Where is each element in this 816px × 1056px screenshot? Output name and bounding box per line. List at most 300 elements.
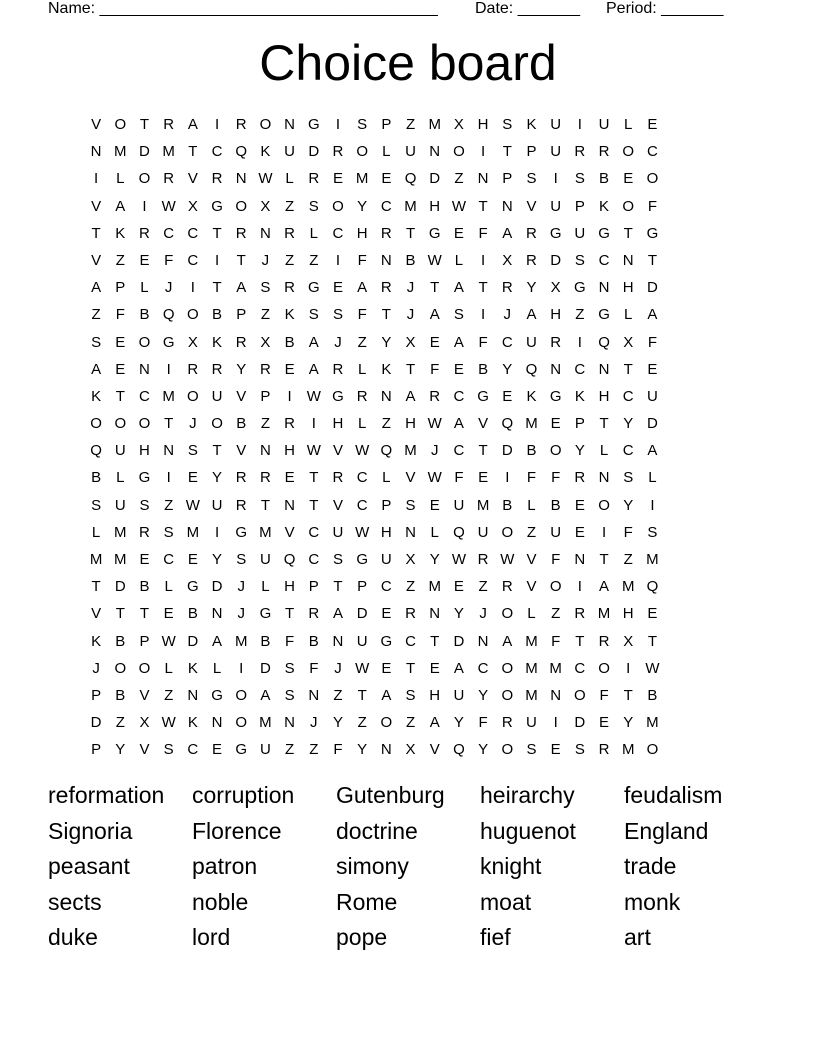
grid-letter: M [404, 197, 417, 215]
grid-letter: T [623, 224, 633, 242]
grid-letter: M [525, 659, 538, 677]
word-bank-item: Signoria [48, 817, 133, 844]
grid-letter: G [549, 387, 562, 405]
grid-letter: N [284, 714, 296, 732]
grid-letter: V [332, 496, 343, 514]
grid-letter: O [646, 741, 659, 759]
grid-letter: D [308, 143, 320, 161]
grid-letter: O [598, 659, 610, 677]
grid-letter: M [114, 551, 127, 568]
grid-letter: Y [357, 741, 368, 759]
grid-letter: T [212, 279, 222, 297]
grid-letter: R [332, 360, 344, 378]
grid-letter: S [284, 659, 295, 677]
period-field-label: Period: _______ [606, 0, 724, 17]
grid-letter: U [114, 496, 126, 514]
grid-letter: Z [260, 306, 270, 324]
grid-letter: G [380, 632, 393, 650]
grid-letter: E [429, 496, 440, 514]
grid-letter: C [163, 551, 175, 568]
grid-letter: E [502, 387, 513, 405]
grid-letter: O [211, 415, 223, 433]
grid-letter: M [355, 170, 369, 188]
grid-letter: G [549, 224, 562, 242]
grid-letter: J [310, 714, 318, 732]
grid-letter: L [527, 605, 536, 623]
grid-letter: T [430, 279, 440, 297]
grid-letter: B [405, 251, 416, 269]
grid-letter: Y [623, 496, 634, 514]
grid-letter: B [115, 686, 126, 704]
grid-letter: O [622, 143, 635, 161]
word-bank-item: Gutenburg [336, 782, 445, 808]
grid-row [84, 736, 740, 763]
grid-letter: E [429, 333, 440, 351]
grid-letter: S [308, 197, 319, 215]
grid-letter: T [623, 686, 633, 704]
grid-letter: F [647, 197, 657, 215]
grid-letter: Z [285, 197, 295, 215]
grid-letter: K [91, 632, 102, 650]
grid-letter: T [405, 659, 416, 677]
grid-letter: Z [575, 306, 585, 324]
grid-letter: E [284, 360, 295, 378]
grid-row [84, 437, 740, 464]
grid-letter: C [622, 442, 634, 460]
grid-letter: O [598, 496, 610, 514]
grid-letter: C [501, 333, 513, 351]
grid-letter: M [259, 714, 272, 732]
grid-letter: N [259, 442, 271, 460]
grid-letter: B [260, 632, 271, 650]
grid-letter: R [501, 714, 513, 732]
grid-letter: B [115, 632, 126, 650]
grid-letter: D [139, 143, 150, 161]
grid-letter: G [187, 578, 199, 596]
grid-letter: N [380, 741, 392, 759]
grid-letter: M [186, 523, 200, 541]
grid-letter: Q [404, 170, 417, 188]
grid-letter: B [647, 686, 658, 704]
grid-letter: S [260, 279, 271, 297]
grid-letter: O [138, 333, 151, 351]
grid-letter: T [478, 279, 488, 297]
grid-letter: Y [212, 551, 223, 568]
grid-letter: L [624, 116, 633, 133]
grid-letter: N [477, 170, 489, 188]
grid-letter: G [428, 224, 441, 242]
grid-letter: W [161, 197, 176, 215]
grid-letter: L [261, 578, 270, 596]
grid-letter: V [429, 741, 440, 759]
grid-letter: M [259, 523, 272, 541]
grid-letter: T [478, 197, 488, 215]
grid-letter: U [550, 523, 562, 541]
grid-letter: M [621, 741, 635, 759]
grid-letter: T [430, 632, 440, 650]
grid-letter: T [285, 605, 295, 623]
grid-letter: U [405, 143, 416, 161]
grid-letter: S [647, 523, 658, 541]
grid-letter: Z [405, 578, 416, 596]
grid-letter: A [526, 306, 537, 324]
grid-letter: K [284, 306, 295, 324]
grid-letter: C [405, 632, 416, 650]
grid-letter: C [380, 578, 392, 596]
grid-letter: D [501, 442, 513, 460]
grid-letter: A [91, 360, 102, 378]
grid-row [84, 138, 740, 165]
grid-letter: L [382, 143, 391, 161]
grid-letter: U [114, 442, 126, 460]
grid-letter: R [235, 116, 247, 133]
grid-letter: E [429, 659, 440, 677]
word-bank [48, 778, 778, 956]
grid-letter: U [598, 116, 610, 133]
grid-letter: W [185, 496, 200, 514]
word-bank-item: simony [336, 853, 409, 880]
grid-letter: N [90, 143, 102, 161]
grid-letter: I [577, 578, 582, 596]
grid-letter: V [187, 170, 198, 188]
grid-letter: T [575, 632, 585, 650]
grid-letter: T [309, 469, 319, 487]
grid-letter: M [549, 659, 562, 677]
grid-letter: D [356, 605, 368, 623]
grid-letter: J [406, 306, 415, 324]
grid-letter: R [308, 170, 320, 188]
grid-letter: E [453, 360, 464, 378]
grid-letter: C [574, 659, 586, 677]
grid-letter: V [91, 197, 102, 215]
grid-letter: I [166, 469, 171, 487]
grid-letter: T [623, 360, 633, 378]
grid-letter: A [647, 442, 658, 460]
grid-letter: D [550, 251, 562, 269]
grid-letter: Q [235, 143, 248, 161]
grid-letter: V [526, 578, 537, 596]
grid-letter: H [550, 306, 562, 324]
grid-letter: J [334, 659, 342, 677]
grid-letter: P [574, 415, 585, 433]
grid-letter: T [115, 605, 125, 623]
grid-letter: P [526, 143, 537, 161]
grid-letter: M [428, 578, 441, 596]
grid-letter: X [623, 632, 634, 650]
grid-letter: F [164, 251, 174, 269]
grid-letter: K [187, 659, 198, 677]
grid-letter: Q [453, 523, 465, 541]
grid-letter: A [453, 279, 464, 297]
grid-letter: S [405, 496, 416, 514]
grid-letter: Y [332, 714, 343, 732]
grid-letter: R [380, 279, 392, 297]
grid-letter: F [647, 333, 657, 351]
word-bank-item: doctrine [336, 817, 418, 844]
grid-letter: U [550, 116, 562, 133]
word-bank-item: patron [192, 853, 258, 880]
grid-letter: F [357, 306, 367, 324]
grid-letter: L [430, 523, 439, 541]
grid-letter: R [235, 469, 247, 487]
grid-letter: V [139, 686, 150, 704]
grid-letter: P [139, 632, 150, 650]
grid-letter: L [527, 496, 536, 514]
word-search-grid [84, 111, 740, 761]
grid-letter: J [189, 415, 197, 433]
grid-letter: O [501, 686, 514, 704]
grid-letter: L [140, 279, 149, 297]
grid-letter: V [405, 469, 416, 487]
grid-letter: I [190, 279, 195, 297]
grid-letter: N [622, 251, 634, 269]
grid-letter: S [236, 551, 247, 568]
grid-letter: R [598, 632, 610, 650]
grid-letter: E [139, 251, 150, 269]
grid-letter: O [622, 197, 635, 215]
grid-letter: R [284, 279, 296, 297]
grid-letter: Z [309, 741, 319, 759]
grid-letter: Z [164, 496, 174, 514]
grid-letter: X [550, 279, 561, 297]
grid-row [84, 655, 740, 682]
grid-letter: U [380, 551, 392, 568]
grid-letter: D [646, 279, 658, 297]
grid-letter: H [622, 605, 634, 623]
grid-letter: N [405, 523, 416, 541]
grid-letter: C [622, 387, 634, 405]
grid-letter: C [477, 659, 489, 677]
grid-letter: C [646, 143, 658, 161]
word-bank-item: Rome [336, 888, 398, 915]
grid-letter: O [138, 170, 151, 188]
grid-letter: E [453, 224, 464, 242]
grid-letter: P [308, 578, 319, 596]
grid-letter: V [91, 605, 102, 623]
grid-letter: G [477, 387, 489, 405]
grid-letter: K [381, 360, 392, 378]
grid-letter: S [163, 523, 174, 541]
grid-letter: Y [623, 415, 634, 433]
grid-letter: T [212, 442, 222, 460]
grid-letter: I [287, 387, 292, 405]
grid-letter: N [259, 224, 271, 242]
grid-letter: X [502, 251, 513, 269]
grid-letter: I [214, 523, 220, 541]
grid-letter: J [430, 442, 439, 460]
grid-letter: F [623, 523, 633, 541]
grid-letter: R [139, 224, 150, 242]
grid-letter: I [481, 306, 486, 324]
grid-letter: T [333, 578, 343, 596]
word-bank-item: sects [48, 888, 102, 915]
grid-letter: G [138, 469, 151, 487]
grid-letter: Z [405, 714, 416, 732]
grid-letter: Y [526, 279, 537, 297]
grid-letter: J [479, 605, 487, 623]
grid-letter: O [453, 143, 465, 161]
grid-letter: J [334, 333, 342, 351]
grid-letter: E [115, 360, 126, 378]
grid-letter: D [429, 170, 441, 188]
grid-letter: R [332, 143, 344, 161]
grid-letter: O [259, 116, 272, 133]
grid-letter: D [453, 632, 465, 650]
grid-letter: P [381, 116, 392, 133]
grid-letter: T [91, 224, 101, 242]
grid-letter: T [139, 605, 150, 623]
grid-letter: S [91, 333, 102, 351]
grid-letter: R [139, 523, 150, 541]
word-bank-item: peasant [48, 853, 130, 880]
grid-letter: Q [380, 442, 393, 460]
grid-letter: U [574, 224, 586, 242]
grid-letter: N [332, 632, 344, 650]
grid-letter: B [478, 360, 489, 378]
grid-letter: N [429, 143, 441, 161]
grid-letter: U [211, 387, 223, 405]
grid-letter: G [162, 333, 175, 351]
worksheet-header [48, 0, 748, 20]
grid-letter: G [598, 224, 610, 242]
grid-letter: C [139, 387, 150, 405]
grid-letter: I [505, 469, 510, 487]
grid-letter: R [259, 360, 271, 378]
grid-letter: B [187, 605, 198, 623]
grid-letter: R [259, 469, 271, 487]
grid-letter: W [306, 387, 321, 405]
grid-letter: K [91, 387, 102, 405]
grid-letter: G [307, 116, 320, 133]
grid-letter: E [115, 333, 126, 351]
grid-letter: M [114, 523, 127, 541]
grid-letter: S [139, 496, 150, 514]
grid-letter: F [285, 632, 295, 650]
grid-letter: E [647, 605, 658, 623]
grid-letter: S [357, 116, 368, 133]
grid-letter: D [574, 714, 586, 732]
grid-row [84, 519, 740, 546]
grid-letter: O [235, 714, 248, 732]
grid-letter: T [478, 442, 488, 460]
grid-letter: G [235, 741, 248, 759]
grid-letter: E [599, 714, 610, 732]
grid-letter: F [599, 686, 609, 704]
grid-letter: Q [453, 741, 465, 759]
grid-letter: A [453, 333, 464, 351]
grid-letter: O [501, 741, 514, 759]
grid-letter: Z [357, 714, 367, 732]
grid-letter: H [405, 415, 416, 433]
grid-letter: R [574, 469, 586, 487]
word-bank-item: heirarchy [480, 782, 575, 808]
grid-letter: J [503, 306, 512, 324]
word-bank-item: reformation [48, 782, 165, 808]
grid-letter: Y [212, 469, 223, 487]
grid-row [84, 274, 740, 301]
grid-letter: P [381, 496, 392, 514]
grid-letter: S [574, 741, 585, 759]
grid-letter: K [599, 197, 610, 215]
grid-letter: E [332, 170, 343, 188]
grid-letter: O [380, 714, 393, 732]
grid-letter: R [235, 496, 247, 514]
grid-letter: F [526, 469, 537, 487]
grid-row [84, 628, 740, 655]
grid-letter: Z [260, 415, 270, 433]
grid-letter: N [163, 442, 175, 460]
grid-letter: E [623, 170, 634, 188]
grid-letter: F [551, 632, 561, 650]
grid-letter: Y [574, 442, 585, 460]
grid-letter: W [427, 415, 442, 433]
grid-letter: S [332, 306, 343, 324]
grid-letter: Y [453, 714, 464, 732]
grid-letter: O [574, 686, 586, 704]
grid-letter: I [481, 143, 486, 161]
grid-letter: T [357, 686, 367, 704]
grid-letter: A [187, 116, 198, 133]
grid-letter: S [308, 306, 319, 324]
grid-letter: L [454, 251, 464, 269]
word-bank-item: fief [480, 924, 511, 951]
grid-letter: T [212, 224, 222, 242]
grid-letter: O [114, 116, 127, 133]
grid-letter: E [284, 469, 295, 487]
grid-letter: E [187, 469, 198, 487]
grid-letter: K [260, 143, 271, 161]
grid-letter: U [477, 523, 489, 541]
grid-letter: T [260, 496, 270, 514]
grid-letter: B [212, 306, 223, 324]
grid-letter: M [162, 143, 175, 161]
grid-letter: E [647, 360, 658, 378]
grid-letter: I [601, 523, 607, 541]
grid-letter: A [381, 686, 392, 704]
grid-letter: W [306, 442, 321, 460]
grid-row [84, 193, 740, 220]
grid-letter: N [501, 197, 513, 215]
grid-letter: Y [236, 360, 247, 378]
grid-letter: N [598, 279, 610, 297]
grid-letter: I [650, 496, 655, 514]
grid-letter: H [380, 523, 392, 541]
grid-letter: I [553, 714, 558, 732]
word-bank-item: knight [480, 853, 542, 880]
grid-letter: P [260, 387, 271, 405]
grid-letter: Z [405, 116, 416, 133]
grid-letter: S [574, 170, 585, 188]
grid-letter: O [187, 306, 199, 324]
grid-letter: A [236, 279, 247, 297]
grid-letter: N [139, 360, 150, 378]
grid-letter: M [114, 143, 127, 161]
grid-letter: K [115, 224, 126, 242]
grid-letter: T [405, 224, 416, 242]
grid-letter: P [91, 686, 102, 704]
grid-letter: O [187, 387, 199, 405]
grid-letter: Y [478, 741, 489, 759]
grid-letter: R [526, 251, 537, 269]
grid-letter: H [477, 116, 489, 133]
grid-row [84, 682, 740, 709]
grid-letter: W [427, 469, 442, 487]
grid-letter: E [574, 523, 585, 541]
grid-letter: T [115, 387, 125, 405]
grid-letter: X [623, 333, 634, 351]
grid-letter: A [502, 224, 513, 242]
name-field-label: Name: ______________________________________ [48, 0, 438, 17]
